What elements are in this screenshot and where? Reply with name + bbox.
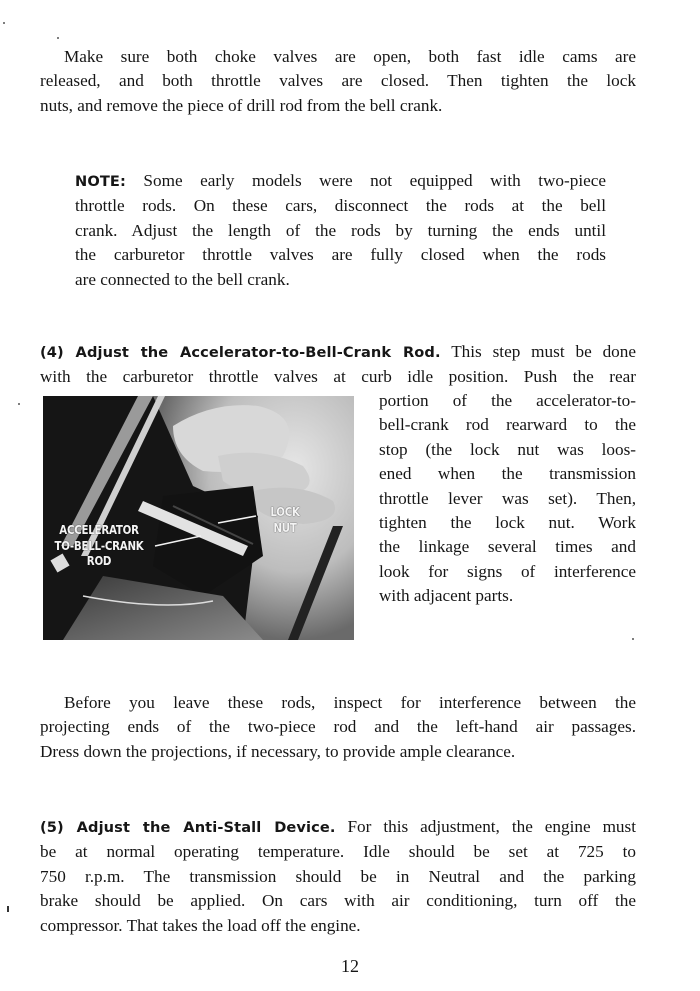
- text-line: ened when the transmission: [379, 464, 636, 484]
- text-line: with the carburetor throttle valves at curb idle position. Push the rear: [40, 367, 636, 387]
- scan-speck: [18, 403, 20, 405]
- scan-speck: [57, 37, 59, 39]
- text-line: released, and both throttle valves are closed. Then tighten the lock: [40, 71, 636, 91]
- step-5-heading: (5) Adjust the Anti-Stall Device.: [40, 819, 336, 836]
- step-4-wrapped-text: [379, 389, 636, 609]
- text-line: compressor. That takes the load off the engine.: [40, 915, 361, 935]
- text-line: For this adjustment, the engine must: [335, 817, 636, 836]
- rod-callout-label: [43, 522, 156, 569]
- scan-speck: [7, 906, 9, 912]
- text-line: the linkage several times and: [379, 537, 636, 557]
- scan-speck: [3, 22, 5, 24]
- text-line: nuts, and remove the piece of drill rod from the bell crank.: [40, 95, 443, 115]
- step-4-section: [40, 340, 636, 390]
- inspection-paragraph: [40, 691, 636, 764]
- text-line: are connected to the bell crank.: [75, 269, 290, 289]
- text-line: the carburetor throttle valves are fully closed when the rods: [75, 245, 606, 265]
- scan-speck: [632, 638, 634, 640]
- text-line: stop (the lock nut was loos-: [379, 439, 636, 459]
- text-line: tighten the lock nut. Work: [379, 513, 636, 533]
- text-line: Dress down the projections, if necessary, to provide ample clearance.: [40, 741, 516, 761]
- text-line: be at normal operating temperature. Idle should be set at 725 to: [40, 842, 636, 862]
- text-line: Make sure both choke valves are open, both fast idle cams are: [64, 47, 636, 66]
- note-label: NOTE:: [75, 173, 126, 190]
- text-line: portion of the accelerator-to-: [379, 391, 636, 410]
- lock-nut-callout-label: [262, 504, 308, 535]
- text-line: look for signs of interference: [379, 561, 636, 581]
- text-line: throttle lever was set). Then,: [379, 488, 636, 508]
- text-line: Before you leave these rods, inspect for interference between the: [64, 693, 636, 712]
- text-line: projecting ends of the two-piece rod and the left-hand air passages.: [40, 717, 636, 737]
- page-number: 12: [341, 956, 359, 976]
- intro-paragraph: [40, 45, 636, 118]
- label-line: LOCK: [270, 504, 300, 519]
- text-line: 750 r.p.m. The transmission should be in Neutral and the parking: [40, 866, 636, 886]
- note-block: [75, 169, 606, 292]
- step-4-heading: (4) Adjust the Accelerator-to-Bell-Crank Rod.: [40, 344, 441, 361]
- text-line: Some early models were not equipped with two-piece: [125, 171, 606, 190]
- label-line: NUT: [273, 519, 297, 535]
- text-line: crank. Adjust the length of the rods by turning the ends until: [75, 220, 606, 240]
- label-line: ROD: [86, 553, 112, 568]
- text-line: brake should be applied. On cars with air conditioning, turn off the: [40, 891, 636, 911]
- linkage-photo: [43, 396, 354, 640]
- text-line: This step must be done: [440, 342, 636, 361]
- step-5-section: [40, 815, 636, 938]
- text-line: with adjacent parts.: [379, 586, 514, 606]
- text-line: throttle rods. On these cars, disconnect the rods at the bell: [75, 196, 606, 216]
- text-line: bell-crank rod rearward to the: [379, 415, 636, 435]
- label-line: TO-BELL-CRANK: [54, 537, 144, 553]
- label-line: ACCELERATOR: [59, 522, 139, 537]
